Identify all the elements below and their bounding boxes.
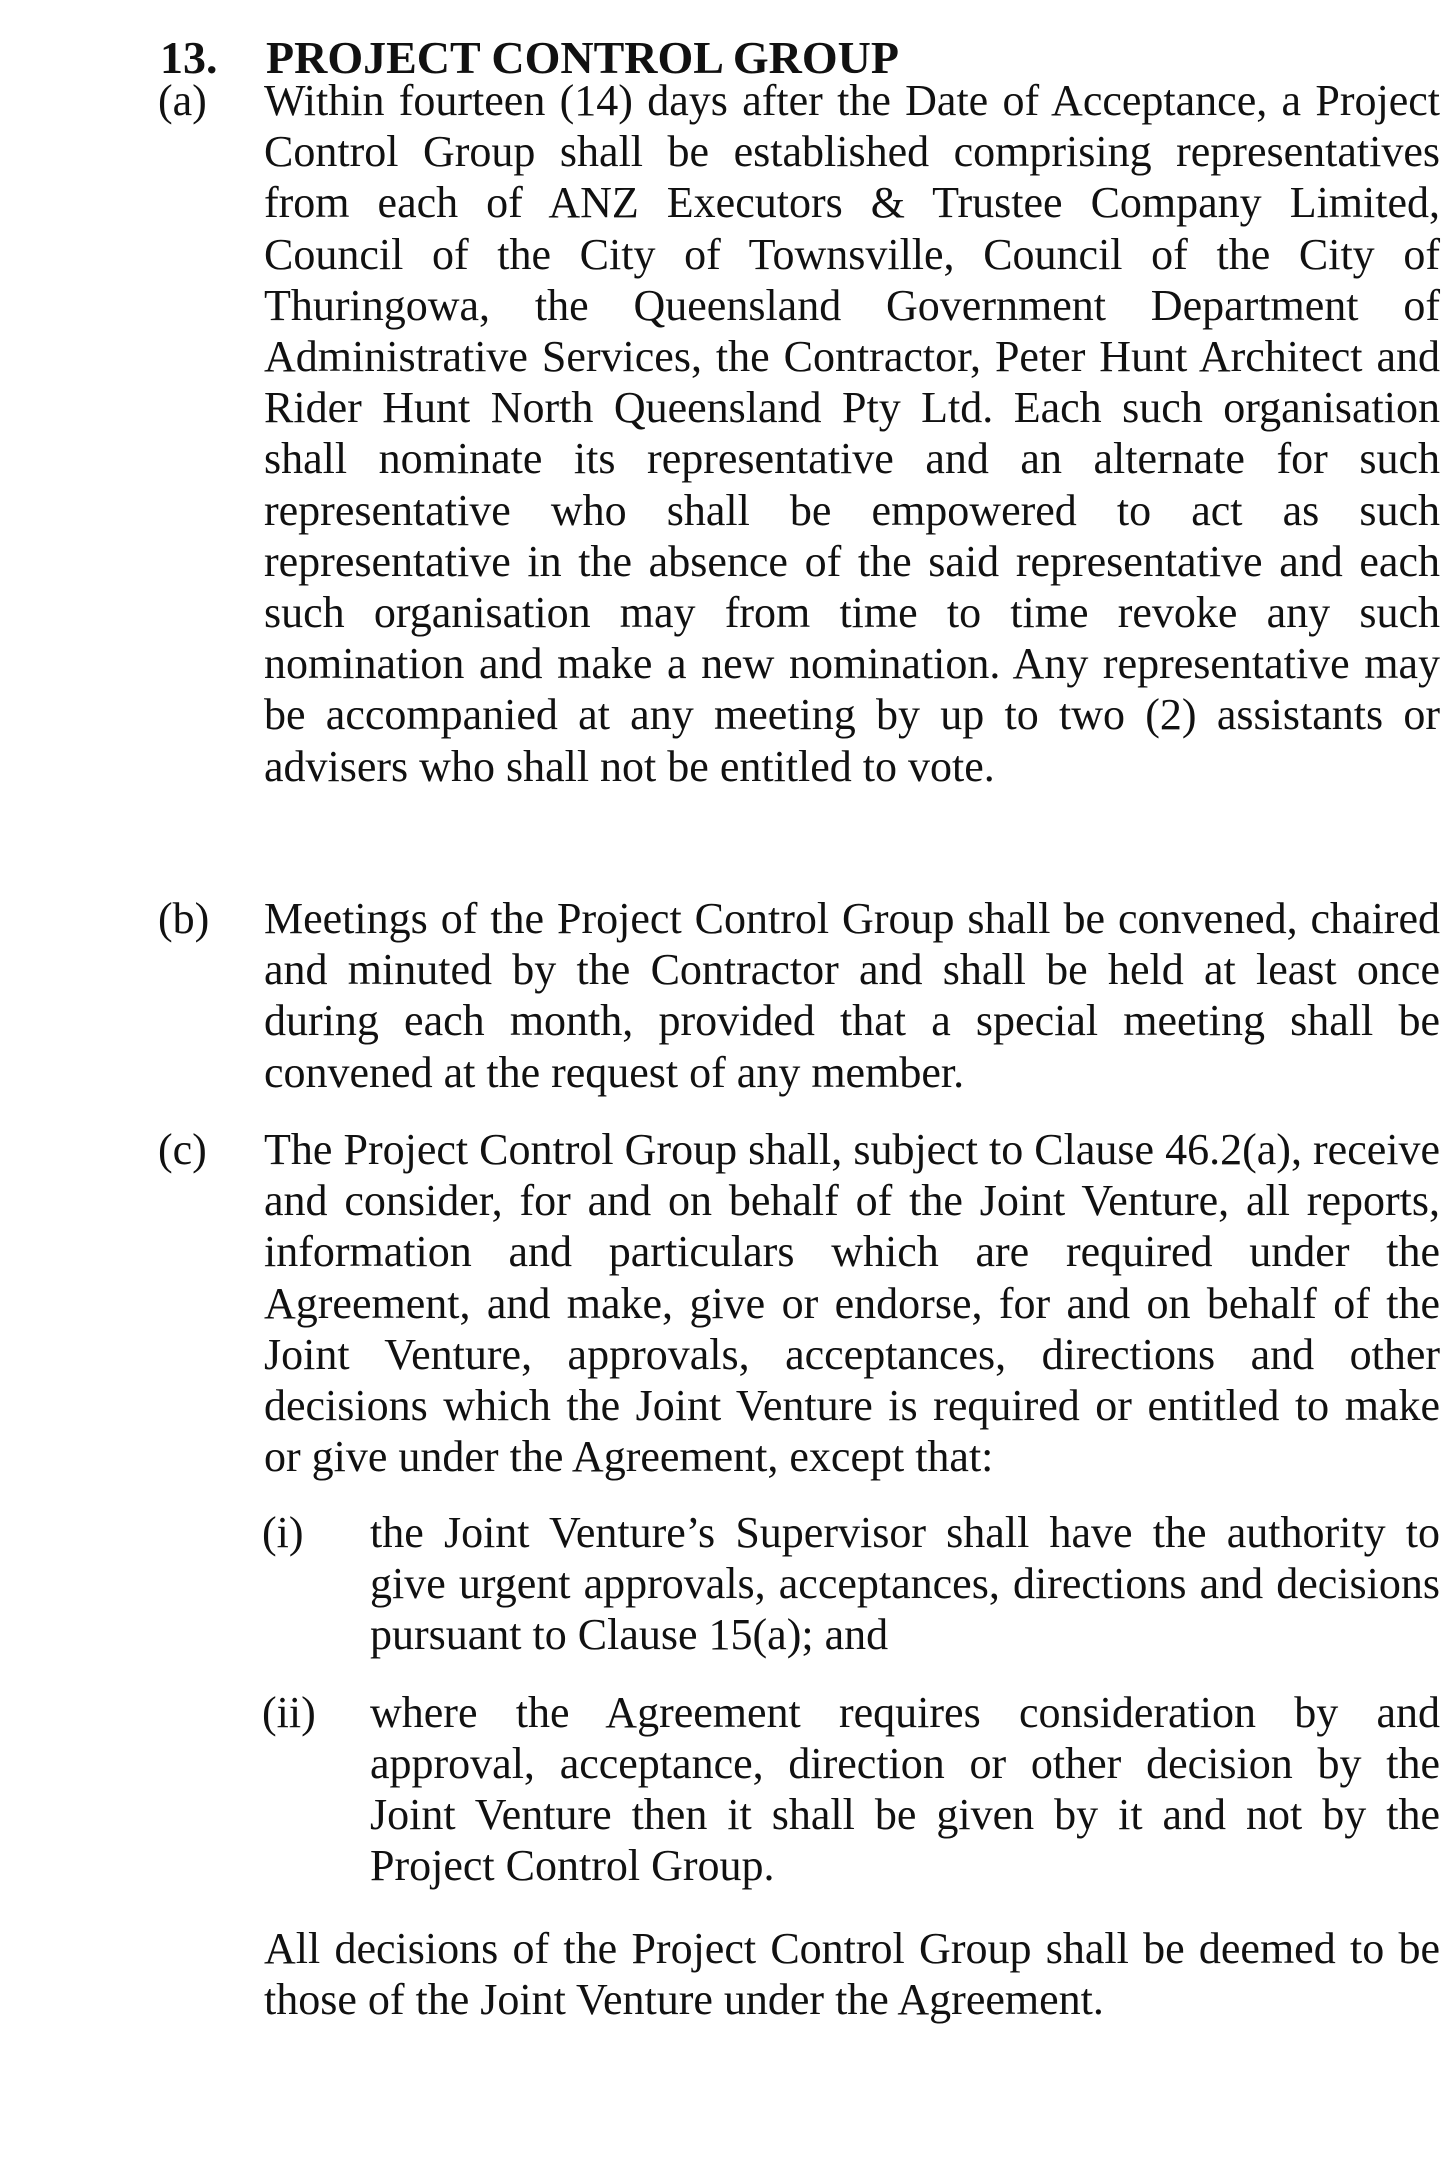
subclause-label: (i) (262, 1508, 304, 1557)
clause-text: The Project Control Group shall, subject to Clause 46.2(a), receive and consider, for and on behalf of the Joint Venture, all reports, information and particulars which are required under the Agreement, and make, give or endorse, for and on behalf of the Joint Venture, approvals, acceptances, directions and other decisions which the Joint Venture is required or entitled to make or give under the Agreement, except that: (264, 1125, 1440, 1482)
clause-label: (b) (158, 894, 210, 943)
clause-label: (a) (158, 76, 207, 125)
section-title: PROJECT CONTROL GROUP (266, 32, 899, 83)
subclause-text: the Joint Venture’s Supervisor shall have the authority to give urgent approvals, acceptances, directions and decisions pursuant to Clause 15(a); and (370, 1508, 1440, 1659)
closing-paragraph: All decisions of the Project Control Group shall be deemed to be those of the Joint Venture under the Agreement. (264, 1924, 1440, 2024)
clause-label: (c) (158, 1125, 207, 1174)
clause-text: Meetings of the Project Control Group shall be convened, chaired and minuted by the Contractor and shall be held at least once during each month, provided that a special meeting shall be convened at the request of any member. (264, 894, 1440, 1097)
subclause-text: where the Agreement requires consideration by and approval, acceptance, direction or other decision by the Joint Venture then it shall be given by it and not by the Project Control Group. (370, 1688, 1440, 1890)
subclause-label: (ii) (262, 1688, 316, 1737)
clause-text: Within fourteen (14) days after the Date of Acceptance, a Project Control Group shall be established comprising representatives from each of ANZ Executors & Trustee Company Limited, Council of the City of Townsville, Council of the City of Thuringowa, the Queensland Government Department of Administrative Services, the Contractor, Peter Hunt Architect and Rider Hunt North Queensland Pty Ltd. Each such organisation shall nominate its representative and an alternate for such representative who shall be empowered to act as such representative in the absence of the said representative and each such organisation may from time to time revoke any such nomination and make a new nomination. Any representative may be accompanied at any meeting by up to two (2) assistants or advisers who shall not be entitled to vote. (264, 76, 1440, 791)
section-number: 13. (160, 32, 218, 83)
